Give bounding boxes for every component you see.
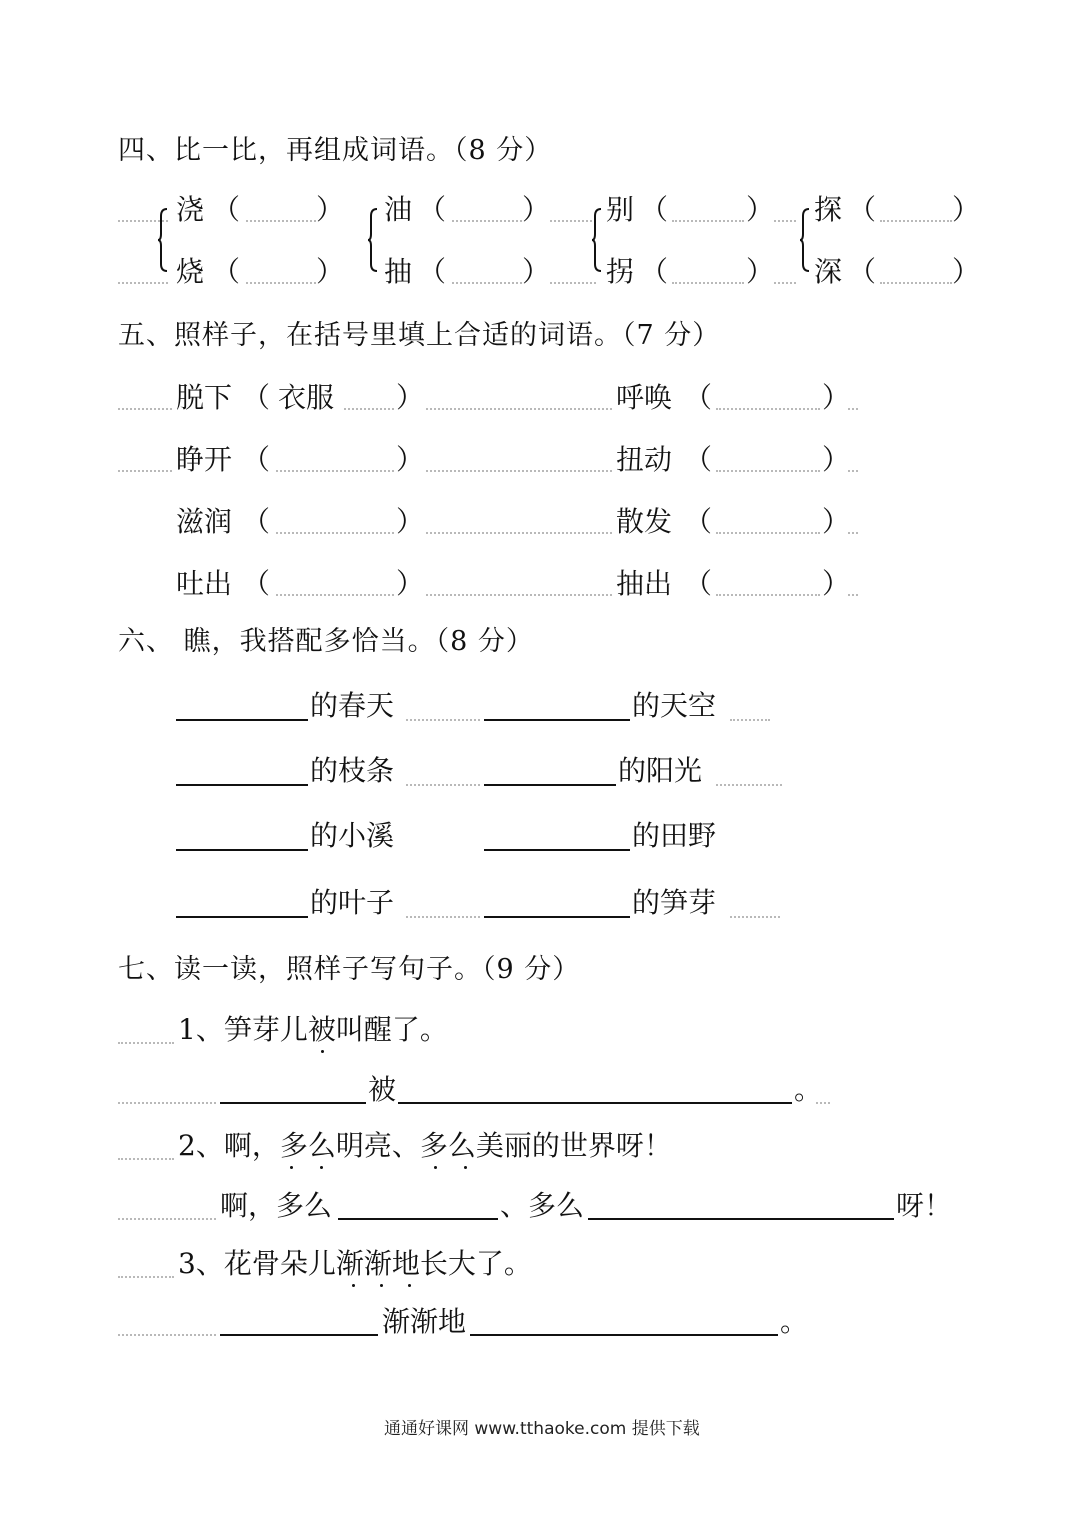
paren-open: （ [684, 505, 713, 538]
brace-icon [368, 208, 378, 272]
brace-icon [800, 208, 810, 272]
fill-line[interactable] [176, 784, 308, 786]
paren-open: （ [684, 381, 713, 414]
word-chouchu: 抽出 [616, 567, 673, 600]
word-huhuan: 呼唤 [616, 381, 673, 414]
fill-line[interactable] [176, 849, 308, 851]
phrase-right-4: 的笋芽 [632, 886, 717, 919]
paren-open: （ [212, 255, 241, 288]
dot-leader [550, 220, 596, 222]
paren-close: ） [396, 567, 425, 600]
emphasis-dot [464, 1166, 467, 1169]
fill-line[interactable] [470, 1334, 778, 1336]
prompt-duome: 、多么 [500, 1189, 585, 1222]
phrase-right-2: 的阳光 [618, 754, 703, 787]
word-pair-2-top: 油 [384, 193, 413, 226]
word-tuchu: 吐出 [176, 567, 233, 600]
dot-leader [848, 470, 858, 472]
word-pair-1-top: 浇 [176, 193, 205, 226]
emphasis-dot [380, 1284, 383, 1287]
period: 。 [780, 1305, 809, 1338]
paren-open: （ [684, 443, 713, 476]
dot-leader [550, 282, 596, 284]
paren-close: ） [746, 255, 775, 288]
word-niudong: 扭动 [616, 443, 673, 476]
emphasis-dot [321, 1050, 324, 1053]
prompt-ya: 呀！ [896, 1189, 953, 1222]
dot-leader [406, 719, 480, 721]
paren-close: ） [316, 255, 345, 288]
phrase-left-2: 的枝条 [310, 754, 395, 787]
dot-leader [730, 916, 780, 918]
paren-open: （ [242, 443, 271, 476]
paren-close: ） [522, 193, 551, 226]
dot-leader [118, 1158, 174, 1160]
dot-leader [774, 220, 796, 222]
dot-leader [426, 470, 612, 472]
dot-leader [426, 594, 612, 596]
paren-open: （ [640, 193, 669, 226]
paren-open: （ [242, 381, 271, 414]
example-sentence-3: 3、花骨朵儿渐渐地长大了。 [178, 1247, 532, 1280]
fill-line[interactable] [484, 916, 630, 918]
answer-blank [344, 408, 394, 410]
dot-leader [118, 282, 168, 284]
fill-line[interactable] [484, 784, 616, 786]
paren-close: ） [316, 193, 345, 226]
dot-leader [716, 784, 782, 786]
phrase-left-4: 的叶子 [310, 886, 395, 919]
fill-line[interactable] [588, 1218, 894, 1220]
dot-leader [816, 1102, 830, 1104]
paren-open: （ [418, 193, 447, 226]
fill-line[interactable] [176, 719, 308, 721]
fill-line[interactable] [338, 1218, 498, 1220]
paren-open: （ [848, 193, 877, 226]
word-pair-4-top: 探 [814, 193, 843, 226]
answer-blank[interactable] [276, 470, 394, 472]
example-answer: 衣服 [278, 381, 335, 414]
dot-leader [426, 532, 612, 534]
emphasis-dot [320, 1166, 323, 1169]
answer-blank[interactable] [880, 220, 952, 222]
word-pair-4-bottom: 深 [814, 255, 843, 288]
paren-open: （ [418, 255, 447, 288]
phrase-right-1: 的天空 [632, 689, 717, 722]
emphasis-dot [434, 1166, 437, 1169]
paren-close: ） [822, 443, 851, 476]
word-sanfa: 散发 [616, 505, 673, 538]
paren-close: ） [746, 193, 775, 226]
keyword-jianjiande: 渐渐地 [382, 1305, 467, 1338]
keyword-bei: 被 [368, 1073, 397, 1106]
answer-blank[interactable] [452, 220, 522, 222]
answer-blank[interactable] [452, 282, 522, 284]
fill-line[interactable] [176, 916, 308, 918]
word-pair-3-top: 别 [606, 193, 635, 226]
section-6-title: 六、 瞧，我搭配多恰当。（8 分） [118, 626, 534, 657]
fill-line[interactable] [484, 849, 630, 851]
answer-blank[interactable] [880, 282, 952, 284]
dot-leader [406, 916, 480, 918]
answer-blank[interactable] [246, 220, 316, 222]
paren-close: ） [396, 505, 425, 538]
emphasis-dot [352, 1284, 355, 1287]
word-pair-1-bottom: 烧 [176, 255, 205, 288]
dot-leader [118, 1102, 216, 1104]
word-pair-3-bottom: 拐 [606, 255, 635, 288]
answer-blank[interactable] [246, 282, 316, 284]
section-4-title: 四、比一比，再组成词语。（8 分） [118, 135, 553, 166]
answer-blank[interactable] [276, 532, 394, 534]
fill-line[interactable] [484, 719, 630, 721]
answer-blank[interactable] [716, 594, 820, 596]
paren-close: ） [396, 381, 425, 414]
footer-credit: 通通好课网 www.tthaoke.com 提供下载 [384, 1419, 700, 1439]
period: 。 [794, 1073, 823, 1106]
example-sentence-2: 2、啊，多么明亮、多么美丽的世界呀！ [178, 1129, 672, 1162]
dot-leader [426, 408, 612, 410]
phrase-right-3: 的田野 [632, 819, 717, 852]
answer-blank[interactable] [716, 532, 820, 534]
dot-leader [118, 470, 172, 472]
paren-close: ） [952, 255, 981, 288]
paren-close: ） [822, 381, 851, 414]
paren-open: （ [684, 567, 713, 600]
paren-open: （ [848, 255, 877, 288]
answer-blank[interactable] [716, 408, 820, 410]
example-word: 脱下 [176, 381, 233, 414]
paren-close: ） [522, 255, 551, 288]
paren-close: ） [822, 567, 851, 600]
paren-close: ） [952, 193, 981, 226]
paren-close: ） [822, 505, 851, 538]
brace-icon [592, 208, 602, 272]
dot-leader [118, 1042, 174, 1044]
section-7-title: 七、读一读，照样子写句子。（9 分） [118, 954, 581, 985]
answer-blank[interactable] [672, 282, 744, 284]
prompt-ah-duome: 啊，多么 [220, 1189, 333, 1222]
dot-leader [406, 784, 480, 786]
brace-icon [158, 208, 168, 272]
emphasis-dot [408, 1284, 411, 1287]
fill-line[interactable] [398, 1102, 792, 1104]
paren-open: （ [640, 255, 669, 288]
phrase-left-3: 的小溪 [310, 819, 395, 852]
dot-leader [118, 1218, 216, 1220]
fill-line[interactable] [220, 1102, 366, 1104]
paren-open: （ [212, 193, 241, 226]
dot-leader [118, 408, 172, 410]
phrase-left-1: 的春天 [310, 689, 395, 722]
answer-blank[interactable] [276, 594, 394, 596]
dot-leader [848, 594, 858, 596]
word-pair-2-bottom: 抽 [384, 255, 413, 288]
dot-leader [848, 532, 858, 534]
paren-open: （ [242, 567, 271, 600]
section-5-title: 五、照样子，在括号里填上合适的词语。（7 分） [118, 320, 721, 351]
example-sentence-1: 1、笋芽儿被叫醒了。 [178, 1013, 448, 1046]
paren-close: ） [396, 443, 425, 476]
word-zirun: 滋润 [176, 505, 233, 538]
dot-leader [774, 282, 796, 284]
dot-leader [118, 1334, 216, 1336]
answer-blank[interactable] [716, 470, 820, 472]
emphasis-dot [290, 1166, 293, 1169]
fill-line[interactable] [220, 1334, 378, 1336]
dot-leader [848, 408, 858, 410]
paren-open: （ [242, 505, 271, 538]
dot-leader [118, 1276, 174, 1278]
dot-leader [730, 719, 770, 721]
answer-blank[interactable] [672, 220, 744, 222]
word-zhengkai: 睁开 [176, 443, 233, 476]
